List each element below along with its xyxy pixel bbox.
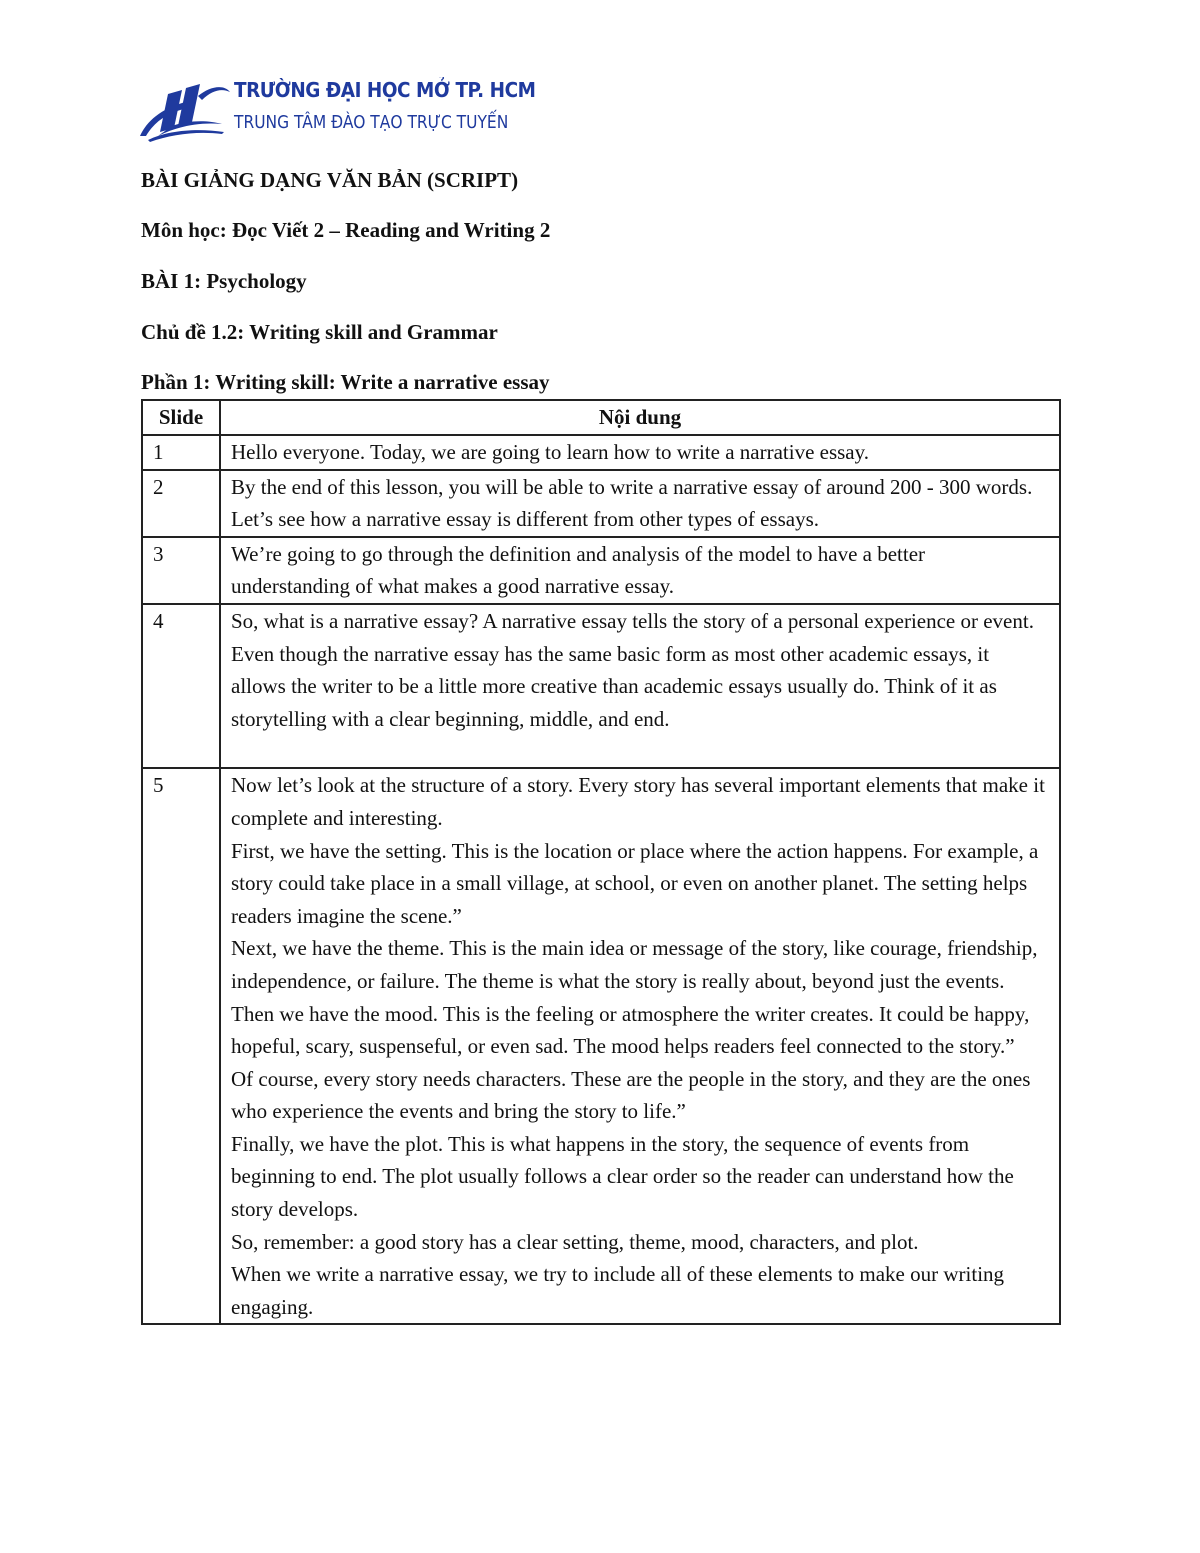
- content-paragraph: Now let’s look at the structure of a story. Every story has several important elements that make it complete and interesting.: [231, 773, 1045, 830]
- slide-content: [220, 435, 1060, 470]
- content-paragraph: Hello everyone. Today, we are going to learn how to write a narrative essay.: [231, 440, 870, 464]
- script-table: [141, 399, 1061, 1325]
- column-header-content: Nội dung: [220, 400, 1060, 435]
- content-paragraph: So, remember: a good story has a clear setting, theme, mood, characters, and plot.: [231, 1229, 919, 1254]
- column-header-slide: Slide: [142, 400, 220, 435]
- content-paragraph: So, what is a narrative essay? A narrative essay tells the story of a personal experience or event. Even though the narrative essay has the same basic form as most other academic essays, it allows the writer to be a little more creative than academic essays usually do. Think of it as storytelling with a clear beginning, middle, and end.: [231, 608, 1034, 731]
- slide-number: 5: [142, 768, 220, 1324]
- table-row: [142, 470, 1060, 537]
- content-paragraph: We’re going to go through the definition and analysis of the model to have a better understanding of what makes a good narrative essay.: [231, 541, 926, 599]
- slide-content: [220, 470, 1060, 537]
- logo-subtitle: TRUNG TÂM ĐÀO TẠO TRỰC TUYẾN: [234, 112, 509, 133]
- logo-title: TRƯỜNG ĐẠI HỌC MỞ TP. HCM: [234, 78, 536, 102]
- slide-number: 1: [142, 435, 220, 470]
- university-logo: [138, 74, 536, 146]
- slide-content: [220, 537, 1060, 604]
- table-row: [142, 537, 1060, 604]
- table-row: [142, 435, 1060, 470]
- content-paragraph: Then we have the mood. This is the feeling or atmosphere the writer creates. It could be happy, hopeful, scary, suspenseful, or even sad. The mood helps readers feel connected to the story.”: [231, 1001, 1030, 1059]
- topic-name: Chủ đề 1.2: Writing skill and Grammar: [141, 320, 498, 344]
- slide-number: 4: [142, 604, 220, 768]
- content-paragraph: Of course, every story needs characters. These are the people in the story, and they are the ones who experience the events and bring the story to life.”: [231, 1066, 1031, 1124]
- lesson-name: BÀI 1: Psychology: [141, 269, 307, 293]
- document-title: BÀI GIẢNG DẠNG VĂN BẢN (SCRIPT): [141, 168, 519, 192]
- slide-content: [220, 768, 1060, 1324]
- course-name: Môn học: Đọc Viết 2 – Reading and Writing 2: [141, 218, 551, 242]
- content-paragraph: Next, we have the theme. This is the main idea or message of the story, like courage, friendship, independence, or failure. The theme is what the story is really about, beyond just the events.: [231, 936, 1038, 993]
- part-name: Phần 1: Writing skill: Write a narrative essay: [141, 370, 550, 394]
- content-paragraph: By the end of this lesson, you will be able to write a narrative essay of around 200 - 300 words. Let’s see how a narrative essay is different from other types of essays.: [231, 474, 1033, 532]
- slide-number: 2: [142, 470, 220, 537]
- table-header-row: [142, 400, 1060, 435]
- content-paragraph: First, we have the setting. This is the location or place where the action happens. For example, a story could take place in a small village, at school, or even on another planet. The setting helps readers imagine the scene.”: [231, 838, 1039, 928]
- slide-number: 3: [142, 537, 220, 604]
- content-paragraph: Finally, we have the plot. This is what happens in the story, the sequence of events from beginning to end. The plot usually follows a clear order so the reader can understand how the story develops.: [231, 1131, 1014, 1222]
- slide-content: [220, 604, 1060, 768]
- blank-line: [231, 735, 1049, 767]
- table-row: [142, 604, 1060, 768]
- content-paragraph: When we write a narrative essay, we try to include all of these elements to make our writing engaging.: [231, 1262, 1005, 1319]
- table-row: [142, 768, 1060, 1324]
